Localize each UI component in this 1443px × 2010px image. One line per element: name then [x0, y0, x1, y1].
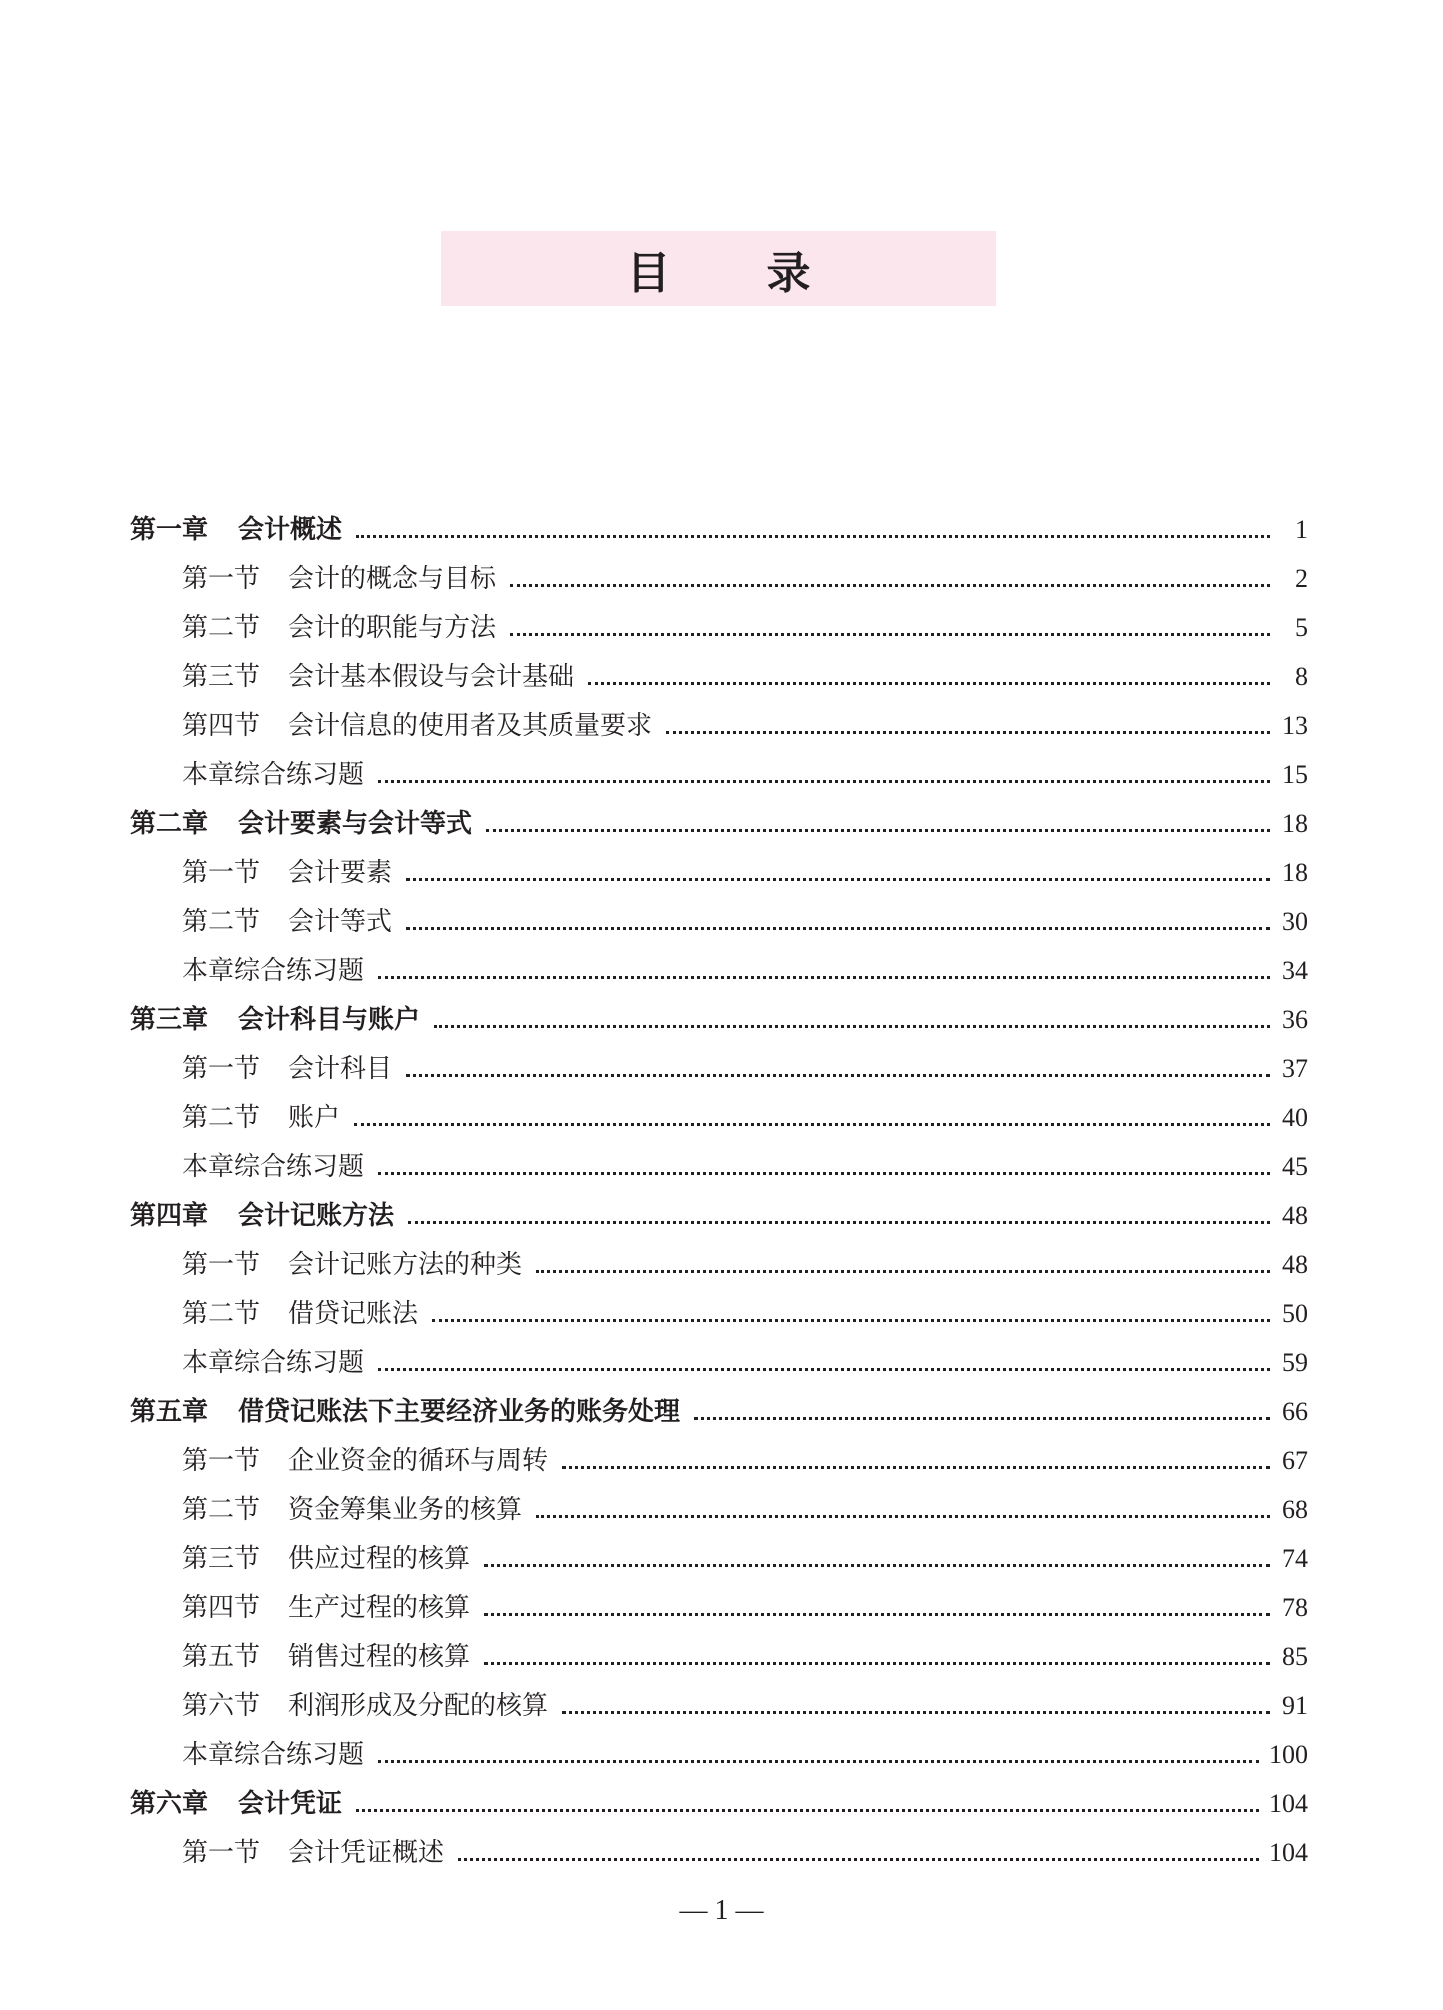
- section-label: 第四节: [182, 711, 261, 741]
- dot-leader: [484, 1637, 1270, 1677]
- dot-leader: [406, 853, 1270, 893]
- toc-section-row[interactable]: [182, 755, 1308, 795]
- chapter-title: 会计凭证: [238, 1789, 343, 1819]
- dot-leader: [378, 1343, 1270, 1383]
- section-label: 第三节: [182, 662, 261, 692]
- toc-chapter-row[interactable]: [130, 1392, 1308, 1432]
- page-number: 18: [1282, 809, 1308, 838]
- section-title: 会计凭证概述: [288, 1838, 445, 1868]
- toc-section-row[interactable]: [182, 1686, 1308, 1726]
- dot-leader: [458, 1833, 1259, 1873]
- page-number: 13: [1282, 711, 1308, 740]
- chapter-label: 第一章: [130, 515, 209, 545]
- page-number: 66: [1282, 1397, 1308, 1426]
- dot-leader: [378, 951, 1270, 991]
- chapter-title: 会计要素与会计等式: [238, 809, 473, 839]
- section-label: 第二节: [182, 1103, 261, 1133]
- section-title: 会计要素: [288, 858, 393, 888]
- chapter-label: 第二章: [130, 809, 209, 839]
- page-number: 104: [1269, 1838, 1308, 1867]
- toc-section-row[interactable]: [182, 657, 1308, 697]
- toc-section-row[interactable]: [182, 1098, 1308, 1138]
- toc-section-row[interactable]: [182, 1833, 1308, 1873]
- section-label: 第二节: [182, 613, 261, 643]
- page-number: 59: [1282, 1348, 1308, 1377]
- dot-leader: [356, 510, 1270, 550]
- section-title: 利润形成及分配的核算: [288, 1691, 549, 1721]
- section-label: 第二节: [182, 1299, 261, 1329]
- section-label: 第一节: [182, 1446, 261, 1476]
- section-title: 本章综合练习题: [182, 1152, 365, 1182]
- chapter-title: 会计记账方法: [238, 1201, 395, 1231]
- toc-section-row[interactable]: [182, 1490, 1308, 1530]
- dot-leader: [434, 1000, 1270, 1040]
- dot-leader: [378, 1147, 1270, 1187]
- toc-section-row[interactable]: [182, 951, 1308, 991]
- section-title: 会计基本假设与会计基础: [288, 662, 575, 692]
- chapter-title: 会计科目与账户: [238, 1005, 421, 1035]
- toc-section-row[interactable]: [182, 1294, 1308, 1334]
- section-label: 第五节: [182, 1642, 261, 1672]
- page-number: 45: [1282, 1152, 1308, 1181]
- toc-chapter-row[interactable]: [130, 1000, 1308, 1040]
- page-number: 15: [1282, 760, 1308, 789]
- page-number: 67: [1282, 1446, 1308, 1475]
- dot-leader: [406, 902, 1270, 942]
- page-number: 91: [1282, 1691, 1308, 1720]
- dot-leader: [378, 755, 1270, 795]
- chapter-label: 第三章: [130, 1005, 209, 1035]
- page-number: 50: [1282, 1299, 1308, 1328]
- section-label: 第三节: [182, 1544, 261, 1574]
- section-title: 资金筹集业务的核算: [288, 1495, 523, 1525]
- section-title: 本章综合练习题: [182, 1348, 365, 1378]
- dot-leader: [484, 1588, 1270, 1628]
- section-title: 会计等式: [288, 907, 393, 937]
- section-label: 第一节: [182, 1838, 261, 1868]
- page-number: 34: [1282, 956, 1308, 985]
- section-title: 本章综合练习题: [182, 956, 365, 986]
- section-title: 销售过程的核算: [288, 1642, 471, 1672]
- toc-section-row[interactable]: [182, 608, 1308, 648]
- section-title: 借贷记账法: [288, 1299, 419, 1329]
- page-number: 40: [1282, 1103, 1308, 1132]
- page-number: 1: [1295, 515, 1308, 544]
- page-number: 5: [1295, 613, 1308, 642]
- section-title: 会计科目: [288, 1054, 393, 1084]
- page-number: 30: [1282, 907, 1308, 936]
- toc-title-banner: [441, 231, 996, 306]
- section-title: 本章综合练习题: [182, 760, 365, 790]
- dot-leader: [588, 657, 1270, 697]
- toc-section-row[interactable]: [182, 1441, 1308, 1481]
- section-title: 企业资金的循环与周转: [288, 1446, 549, 1476]
- page-number: 2: [1295, 564, 1308, 593]
- toc-section-row[interactable]: [182, 559, 1308, 599]
- page-number: 18: [1282, 858, 1308, 887]
- section-title: 会计信息的使用者及其质量要求: [288, 711, 653, 741]
- section-label: 第二节: [182, 1495, 261, 1525]
- page-number: 104: [1269, 1789, 1308, 1818]
- page-number: 78: [1282, 1593, 1308, 1622]
- toc-section-row[interactable]: [182, 853, 1308, 893]
- dot-leader: [536, 1490, 1270, 1530]
- toc-section-row[interactable]: [182, 902, 1308, 942]
- page-number: 74: [1282, 1544, 1308, 1573]
- dot-leader: [562, 1441, 1270, 1481]
- dot-leader: [432, 1294, 1270, 1334]
- toc-title-char-1: 目: [626, 247, 671, 299]
- section-label: 第二节: [182, 907, 261, 937]
- page-number-footer: — 1 —: [679, 1895, 764, 1926]
- section-title: 账户: [288, 1103, 341, 1133]
- section-title: 本章综合练习题: [182, 1740, 365, 1770]
- section-title: 会计的概念与目标: [288, 564, 497, 594]
- page-number: 8: [1295, 662, 1308, 691]
- page-number: 48: [1282, 1201, 1308, 1230]
- dot-leader: [356, 1784, 1259, 1824]
- chapter-label: 第四章: [130, 1201, 209, 1231]
- section-title: 会计的职能与方法: [288, 613, 497, 643]
- dot-leader: [486, 804, 1270, 844]
- toc-section-row[interactable]: [182, 1147, 1308, 1187]
- section-title: 生产过程的核算: [288, 1593, 471, 1623]
- page-number: 100: [1269, 1740, 1308, 1769]
- page-number: 68: [1282, 1495, 1308, 1524]
- section-label: 第六节: [182, 1691, 261, 1721]
- section-label: 第一节: [182, 1054, 261, 1084]
- dot-leader: [562, 1686, 1270, 1726]
- section-label: 第四节: [182, 1593, 261, 1623]
- toc-title-char-2: 录: [766, 247, 811, 299]
- toc-section-row[interactable]: [182, 1245, 1308, 1285]
- toc-section-row[interactable]: [182, 1637, 1308, 1677]
- toc-section-row[interactable]: [182, 1539, 1308, 1579]
- page-number: 48: [1282, 1250, 1308, 1279]
- toc-section-row[interactable]: [182, 706, 1308, 746]
- chapter-title: 会计概述: [238, 515, 343, 545]
- page-number: 85: [1282, 1642, 1308, 1671]
- dot-leader: [666, 706, 1270, 746]
- toc-chapter-row[interactable]: [130, 1784, 1308, 1824]
- dot-leader: [354, 1098, 1270, 1138]
- page-number: 37: [1282, 1054, 1308, 1083]
- section-label: 第一节: [182, 858, 261, 888]
- section-label: 第一节: [182, 1250, 261, 1280]
- dot-leader: [378, 1735, 1259, 1775]
- dot-leader: [408, 1196, 1270, 1236]
- chapter-title: 借贷记账法下主要经济业务的账务处理: [238, 1397, 681, 1427]
- dot-leader: [536, 1245, 1270, 1285]
- page-number: 36: [1282, 1005, 1308, 1034]
- chapter-label: 第五章: [130, 1397, 209, 1427]
- section-title: 会计记账方法的种类: [288, 1250, 523, 1280]
- section-label: 第一节: [182, 564, 261, 594]
- dot-leader: [510, 559, 1270, 599]
- dot-leader: [510, 608, 1270, 648]
- toc-section-row[interactable]: [182, 1735, 1308, 1775]
- toc-section-row[interactable]: [182, 1588, 1308, 1628]
- section-title: 供应过程的核算: [288, 1544, 471, 1574]
- toc-section-row[interactable]: [182, 1049, 1308, 1089]
- toc-chapter-row[interactable]: [130, 804, 1308, 844]
- dot-leader: [484, 1539, 1270, 1579]
- dot-leader: [694, 1392, 1270, 1432]
- toc-chapter-row[interactable]: [130, 510, 1308, 550]
- chapter-label: 第六章: [130, 1789, 209, 1819]
- dot-leader: [406, 1049, 1270, 1089]
- toc-chapter-row[interactable]: [130, 1196, 1308, 1236]
- toc-section-row[interactable]: [182, 1343, 1308, 1383]
